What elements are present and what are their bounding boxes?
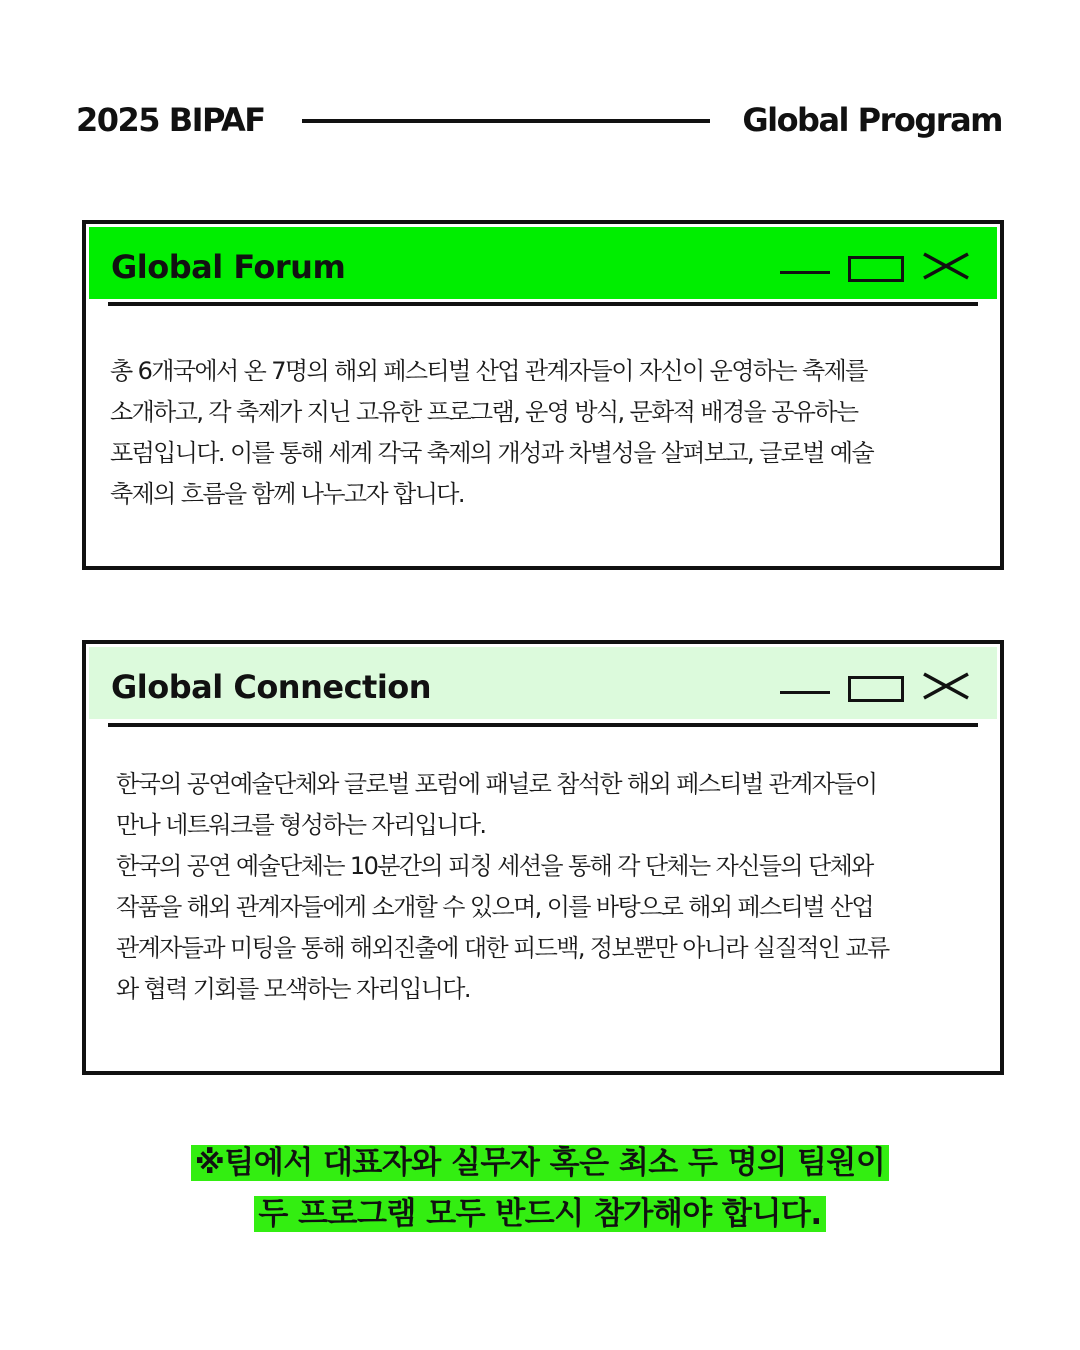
body-line: 포럼입니다. 이를 통해 세계 각국 축제의 개성과 차별성을 살펴보고, 글로벌 예술 [110, 439, 874, 467]
notice-highlight: ※팀에서 대표자와 실무자 혹은 최소 두 명의 팀원이 [191, 1145, 890, 1181]
event-title: 2025 BIPAF [76, 101, 265, 139]
body-line: 소개하고, 각 축제가 지닌 고유한 프로그램, 운영 방식, 문화적 배경을 공유하는 [110, 398, 858, 426]
body-line: 한국의 공연예술단체와 글로벌 포럼에 패널로 참석한 해외 페스티벌 관계자들이 [116, 770, 877, 798]
body-line: 총 6개국에서 온 7명의 해외 페스티벌 산업 관계자들이 자신이 운영하는 축제를 [110, 357, 867, 385]
notice-highlight: 두 프로그램 모두 반드시 참가해야 합니다. [254, 1196, 825, 1232]
global-connection-window [82, 640, 1004, 1075]
close-icon [922, 251, 970, 281]
header-divider [302, 119, 710, 123]
notice-line-1 [0, 1143, 1080, 1183]
window-titlebar [89, 227, 997, 299]
body-line: 작품을 해외 관계자들에게 소개할 수 있으며, 이를 바탕으로 해외 페스티벌 산업 [116, 893, 874, 921]
minimize-icon [780, 691, 830, 694]
window-titlebar [89, 647, 997, 719]
window-title: Global Forum [111, 248, 346, 286]
window-controls [780, 671, 972, 705]
body-line: 축제의 흐름을 함께 나누고자 합니다. [110, 480, 464, 508]
notice-line-2 [0, 1194, 1080, 1234]
title-divider [108, 723, 978, 727]
body-line: 만나 네트워크를 형성하는 자리입니다. [116, 811, 486, 839]
title-divider [108, 302, 978, 306]
body-line: 관계자들과 미팅을 통해 해외진출에 대한 피드백, 정보뿐만 아니라 실질적인 교류 [116, 934, 889, 962]
global-forum-window [82, 220, 1004, 570]
window-title: Global Connection [111, 668, 432, 706]
minimize-icon [780, 271, 830, 274]
body-line: 와 협력 기회를 모색하는 자리입니다. [116, 975, 470, 1003]
program-title: Global Program [742, 101, 1002, 139]
window-controls [780, 251, 972, 285]
window-body-text [110, 351, 873, 515]
maximize-icon [848, 256, 904, 282]
maximize-icon [848, 676, 904, 702]
close-icon [922, 671, 970, 701]
window-body-text [116, 764, 889, 1010]
body-line: 한국의 공연 예술단체는 10분간의 피칭 세션을 통해 각 단체는 자신들의 단체와 [116, 852, 873, 880]
